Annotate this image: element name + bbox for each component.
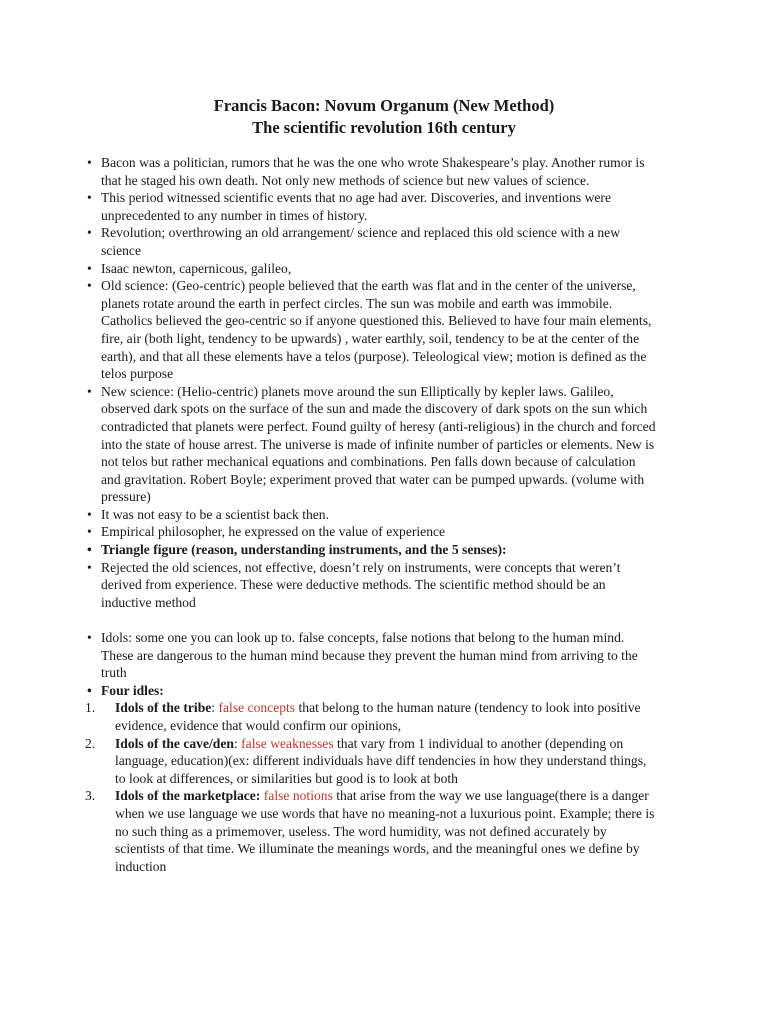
bullet-marker: •: [87, 682, 92, 698]
list-item: [0, 154, 656, 189]
list-item: [0, 277, 656, 383]
list-item-text: It was not easy to be a scientist back then.: [101, 506, 330, 522]
list-item-text: Old science: (Geo-centric) people believed that the earth was flat and in the center of the universe, planets rotate around the earth in perfect circles. The sun was mobile and earth was immobile. Catholics believed the geo-centric so if anyone questioned this. Believed to have four main elements, fire, air (both light, tendency to be upwards) , water earthly, soil, tendency to be at the center of the earth), and that all these elements have a telos (purpose). Teleological view; motion is defined as the telos purpose: [101, 278, 652, 382]
idol-description: that arise from the way we use language(there is a danger when we use language we use words that have no meaning-not a luxurious point. Example; there is no such thing as a primemover, useless. The word humidity, was not defined accurately by scientists of that time. We illuminate the meanings words, and the meaningful ones we define by induction: [115, 788, 655, 874]
list-item: [0, 224, 656, 259]
list-item: [0, 189, 656, 224]
bullet-marker: •: [87, 630, 92, 646]
numbered-item: [0, 735, 656, 788]
list-item: [0, 629, 656, 682]
numbered-item: [0, 787, 656, 875]
idol-highlight: false concepts: [218, 700, 296, 716]
list-item-text: Isaac newton, capernicous, galileo,: [101, 260, 292, 276]
bullet-marker: •: [87, 155, 92, 170]
list-item: [0, 523, 656, 541]
item-number: 2.: [85, 735, 96, 751]
numbered-item: [0, 699, 656, 734]
bullet-marker: •: [87, 260, 92, 276]
idol-description: that vary from 1 individual to another (depending on language, education)(ex: different individuals have diff tendencies in how they understand things, to look at differences, or similarities but good is to look at both: [115, 735, 647, 786]
list-item-text: Four idles:: [101, 682, 164, 698]
list-item: [0, 682, 656, 700]
list-item-text: Rejected the old sciences, not effective, doesn’t rely on instruments, were concepts that weren’t derived from experience. These were deductive methods. The scientific method should be an inductive method: [101, 559, 621, 610]
document-subtitle: The scientific revolution 16th century: [252, 118, 516, 137]
list-item: [0, 260, 656, 278]
list-item-text: Triangle figure (reason, understanding instruments, and the 5 senses):: [101, 542, 507, 558]
idol-separator: :: [233, 735, 242, 751]
list-item-text: This period witnessed scientific events that no age had aver. Discoveries, and inventions were unprecedented to any number in times of history.: [101, 190, 611, 223]
list-item-text: Idols: some one you can look up to. false concepts, false notions that belong to the human mind. These are dangerous to the human mind because they prevent the human mind from arriving to the truth: [101, 630, 638, 681]
list-item: [0, 559, 656, 612]
list-item: [0, 383, 656, 506]
item-number: 3.: [85, 788, 96, 804]
bullet-marker: •: [87, 383, 92, 399]
bullet-marker: •: [87, 278, 92, 294]
bullet-marker: •: [87, 542, 92, 558]
list-item: [0, 506, 656, 524]
item-number: 1.: [85, 700, 96, 716]
idol-label: Idols of the cave/den: [115, 735, 234, 751]
idol-separator: :: [211, 700, 219, 716]
notes-list: [0, 154, 768, 875]
list-item-text: Bacon was a politician, rumors that he was the one who wrote Shakespeare’s play. Another rumor is that he staged his own death. Not only new methods of science but new values of science.: [101, 155, 645, 188]
list-item-text: Empirical philosopher, he expressed on the value of experience: [101, 524, 446, 540]
idol-label: Idols of the marketplace:: [115, 788, 261, 804]
bullet-marker: •: [87, 524, 92, 540]
blank-line: [0, 611, 768, 629]
idol-label: Idols of the tribe: [115, 700, 212, 716]
bullet-marker: •: [87, 506, 92, 522]
idol-highlight: false weaknesses: [241, 735, 334, 751]
list-item-text: New science: (Helio-centric) planets move around the sun Elliptically by kepler laws. Galileo, observed dark spots on the surface of the sun and made the discovery of dark spots on the sun which contradicted that planets were perfect. Found guilty of heresy (anti-religious) in the church and forced into the state of house arrest. The universe is made of infinite number of particles or elements. New is not telos but rather mechanical equations and combinations. Pen falls down because of calculation and gravitation. Robert Boyle; experiment proved that water can be pumped upwards. (volume with pressure): [101, 383, 656, 505]
idol-highlight: false notions: [263, 788, 333, 804]
document-title: Francis Bacon: Novum Organum (New Method): [213, 96, 555, 115]
list-item: [0, 541, 656, 559]
idol-description: that belong to the human nature (tendency to look into positive evidence, evidence that would confirm our opinions,: [115, 700, 641, 733]
list-item-text: Revolution; overthrowing an old arrangement/ science and replaced this old science with a new science: [101, 225, 621, 258]
bullet-marker: •: [87, 190, 92, 206]
bullet-marker: •: [87, 225, 92, 241]
bullet-marker: •: [87, 559, 92, 575]
